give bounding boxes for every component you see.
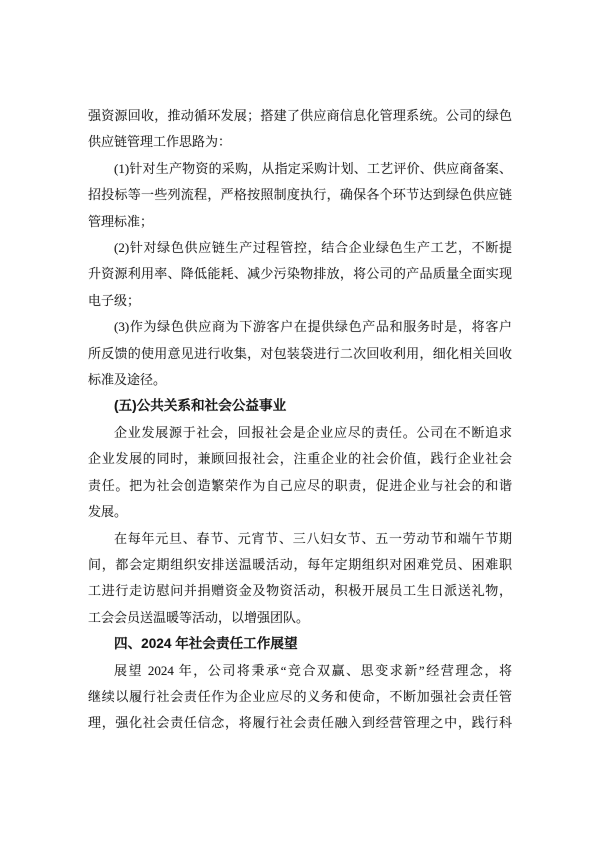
text-line: 招投标等一些列流程，严格按照制度执行，确保各个环节达到绿色供应链 [88,187,512,203]
text-line: 工会会员送温暖等活动，以增强团队。 [88,609,310,625]
text-line: 供应链管理工作思路为： [88,134,232,150]
text-line: 发展。 [88,504,128,520]
text-line: 标准及途径。 [88,372,167,388]
text-line: (1)针对生产物资的采购，从指定采购计划、工艺评价、供应商备案、 [114,160,512,176]
text-line: 理，强化社会责任信念，将履行社会责任融入到经营管理之中，践行科 [88,715,512,731]
text-line: 强资源回收，推动循环发展；搭建了供应商信息化管理系统。公司的绿色 [88,108,512,123]
text-line: 所反馈的使用意见进行收集，对包装袋进行二次回收利用，细化相关回收 [88,345,512,361]
text-line: 电子级； [88,292,141,308]
text-line: 企业发展的同时，兼顾回报社会，注重企业的社会价值，践行企业社会 [88,451,512,467]
text-line: 企业发展源于社会，回报社会是企业应尽的责任。公司在不断追求 [114,424,512,440]
text-line: (3)作为绿色供应商为下游客户在提供绿色产品和服务时是，将客户 [114,319,512,335]
text-line: 继续以履行社会责任作为企业应尽的义务和使命，不断加强社会责任管 [88,688,512,704]
section-heading: 四、2024 年社会责任工作展望 [114,636,298,652]
text-line: 升资源利用率、降低能耗、减少污染物排放，将公司的产品质量全面实现 [88,266,512,282]
text-line: (2)针对绿色供应链生产过程管控，结合企业绿色生产工艺，不断提 [114,240,512,256]
text-line: 展望 2024 年，公司将秉承“竞合双赢、思变求新”经营理念，将 [114,662,512,678]
section-heading: (五)公共关系和社会公益事业 [114,398,287,414]
document-text-block [88,103,512,737]
text-line: 间，都会定期组织安排送温暖活动，每年定期组织对困难党员、困难职 [88,556,512,572]
text-line: 管理标准； [88,213,154,229]
text-line: 责任。把为社会创造繁荣作为自己应尽的职责，促进企业与社会的和谐 [88,477,512,493]
text-line: 在每年元旦、春节、元宵节、三八妇女节、五一劳动节和端午节期 [114,530,512,546]
text-line: 工进行走访慰问并捐赠资金及物资活动，积极开展员工生日派送礼物， [88,583,512,599]
